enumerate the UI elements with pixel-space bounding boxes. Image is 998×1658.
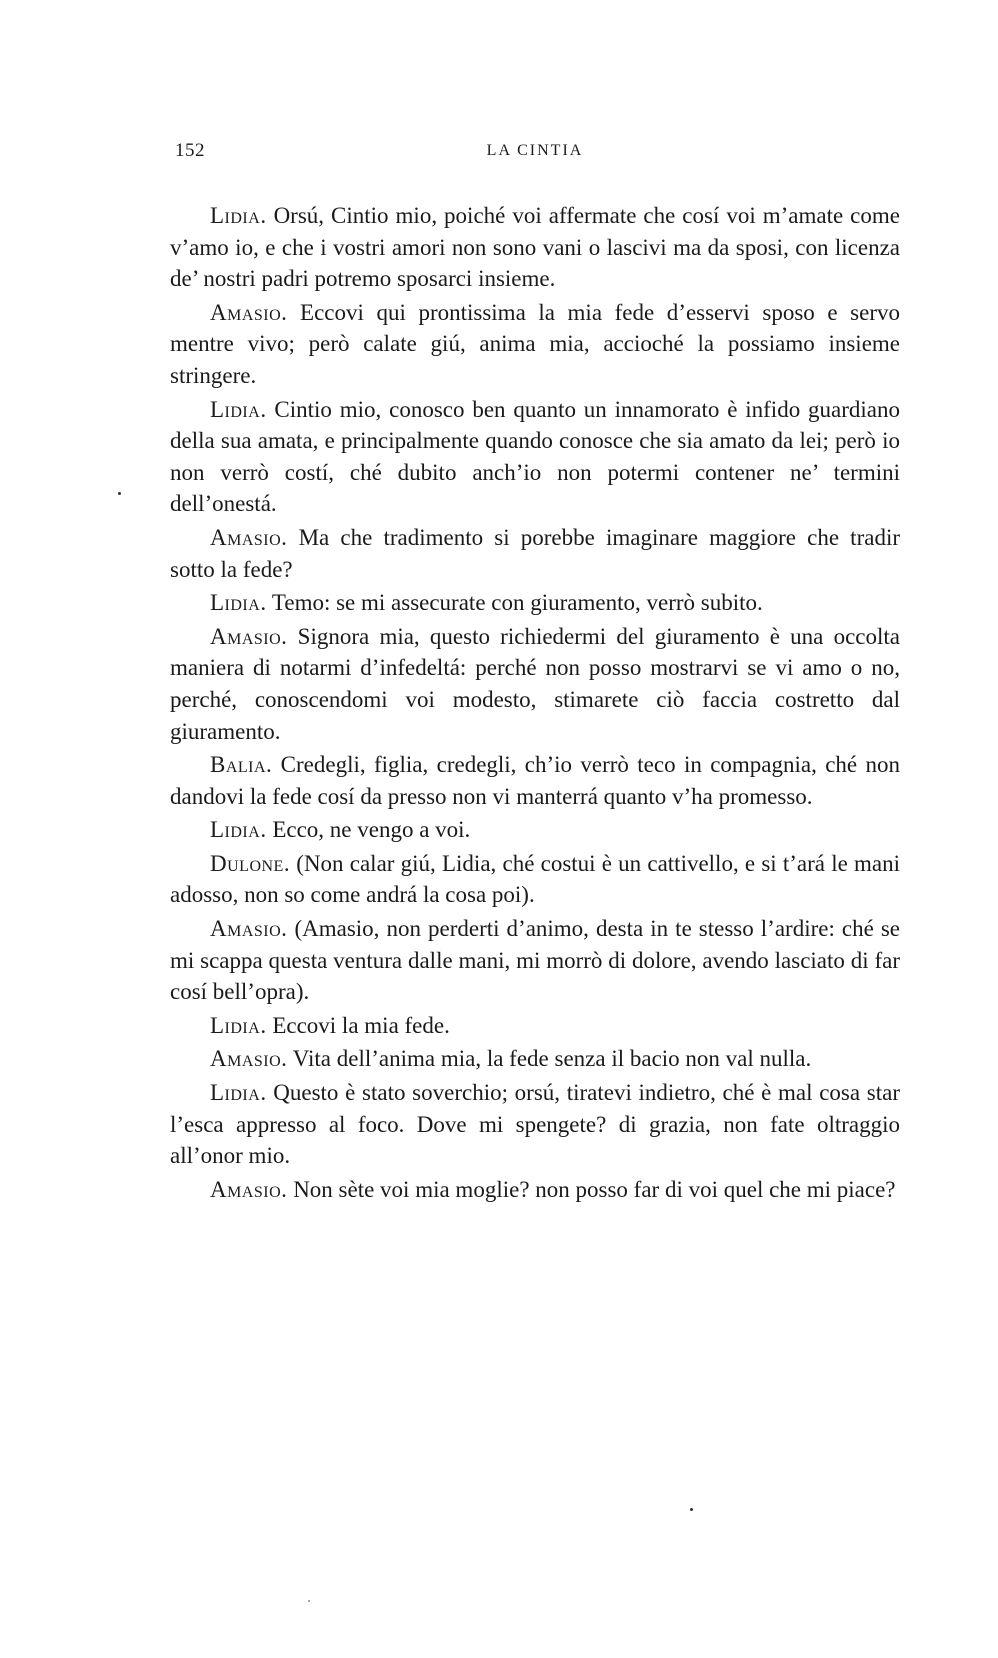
scan-speck [118, 492, 121, 495]
dialogue-paragraph [170, 1077, 900, 1172]
speaker-name: Dulone. [210, 850, 291, 876]
scan-speck [308, 1600, 310, 1602]
dialogue-paragraph [170, 913, 900, 1008]
dialogue-paragraph [170, 1174, 900, 1206]
dialogue-paragraph [170, 200, 900, 295]
dialogue-text [170, 200, 900, 1207]
speaker-name: Amasio. [210, 299, 288, 325]
dialogue-paragraph [170, 621, 900, 747]
speaker-name: Lidia. [210, 1012, 267, 1038]
dialogue-paragraph [170, 749, 900, 812]
speech-text: Questo è stato soverchio; orsú, tiratevi indietro, ché è mal cosa star l’esca appresso al foco. Dove mi spengete? di grazia, non fate oltraggio all’onor mio. [170, 1080, 900, 1169]
dialogue-paragraph [170, 1043, 900, 1075]
dialogue-paragraph [170, 1010, 900, 1042]
dialogue-paragraph [170, 297, 900, 392]
speech-text: Orsú, Cintio mio, poiché voi affermate che cosí voi m’amate come v’amo io, e che i vostri amori non sono vani o lascivi ma da sposi, con licenza de’ nostri padri potremo sposarci insieme. [170, 203, 900, 292]
speaker-name: Lidia. [210, 1080, 267, 1106]
scan-speck [690, 1508, 693, 1511]
speech-text: Cintio mio, conosco ben quanto un innamorato è infido guardiano della sua amata, e principalmente quando conosce che sia amato da lei; però io non verrò costí, ché dubito anch’io non potermi contener ne’ termini dell’onestá. [170, 396, 900, 517]
speech-text: Temo: se mi assecurate con giuramento, verrò subito. [266, 590, 763, 616]
speaker-name: Lidia. [210, 396, 267, 422]
speaker-name: Lidia. [210, 817, 267, 843]
speech-text: Credegli, figlia, credegli, ch’io verrò teco in compagnia, ché non dandovi la fede cosí da presso non vi manterrá quanto v’ha promesso. [170, 752, 900, 809]
running-header [175, 140, 895, 170]
speaker-name: Amasio. [210, 1176, 288, 1202]
dialogue-paragraph [170, 394, 900, 520]
speech-text: Vita dell’anima mia, la fede senza il bacio non val nulla. [287, 1046, 812, 1072]
speech-text: Signora mia, questo richiedermi del giuramento è una occolta maniera di notarmi d’infedeltá: perché non posso mostrarvi se vi amo o no, perché, conoscendomi voi modesto, stimarete ciò faccia costretto dal giuramento. [170, 623, 900, 744]
speaker-name: Amasio. [210, 916, 288, 942]
speaker-name: Lidia. [210, 590, 267, 616]
speech-text: Eccovi qui prontissima la mia fede d’esservi sposo e servo mentre vivo; però calate giú, anima mia, accioché la possiamo insieme stringere. [170, 299, 900, 388]
dialogue-paragraph [170, 587, 900, 619]
speaker-name: Amasio. [210, 1046, 288, 1072]
speech-text: Ma che tradimento si porebbe imaginare maggiore che tradir sotto la fede? [170, 524, 900, 582]
speech-text: Ecco, ne vengo a voi. [266, 817, 471, 843]
page-number: 152 [175, 140, 205, 161]
speaker-name: Lidia. [210, 203, 267, 228]
speaker-name: Amasio. [210, 623, 288, 649]
speaker-name: Balia. [210, 752, 273, 778]
speech-text: Eccovi la mia fede. [266, 1012, 450, 1038]
running-title: LA CINTIA [486, 142, 584, 159]
dialogue-paragraph [170, 522, 900, 585]
speech-text: (Non calar giú, Lidia, ché costui è un cattivello, e si t’ará le mani adosso, non so come andrá la cosa poi). [170, 850, 900, 908]
speaker-name: Amasio. [210, 524, 288, 550]
speech-text: (Amasio, non perderti d’animo, desta in te stesso l’ardire: ché se mi scappa questa ventura dalle mani, mi morrò di dolore, avendo lasciato di far cosí bell’opra). [170, 916, 900, 1005]
dialogue-paragraph [170, 814, 900, 846]
speech-text: Non sète voi mia moglie? non posso far di voi quel che mi piace? [287, 1176, 896, 1202]
dialogue-paragraph [170, 848, 900, 911]
